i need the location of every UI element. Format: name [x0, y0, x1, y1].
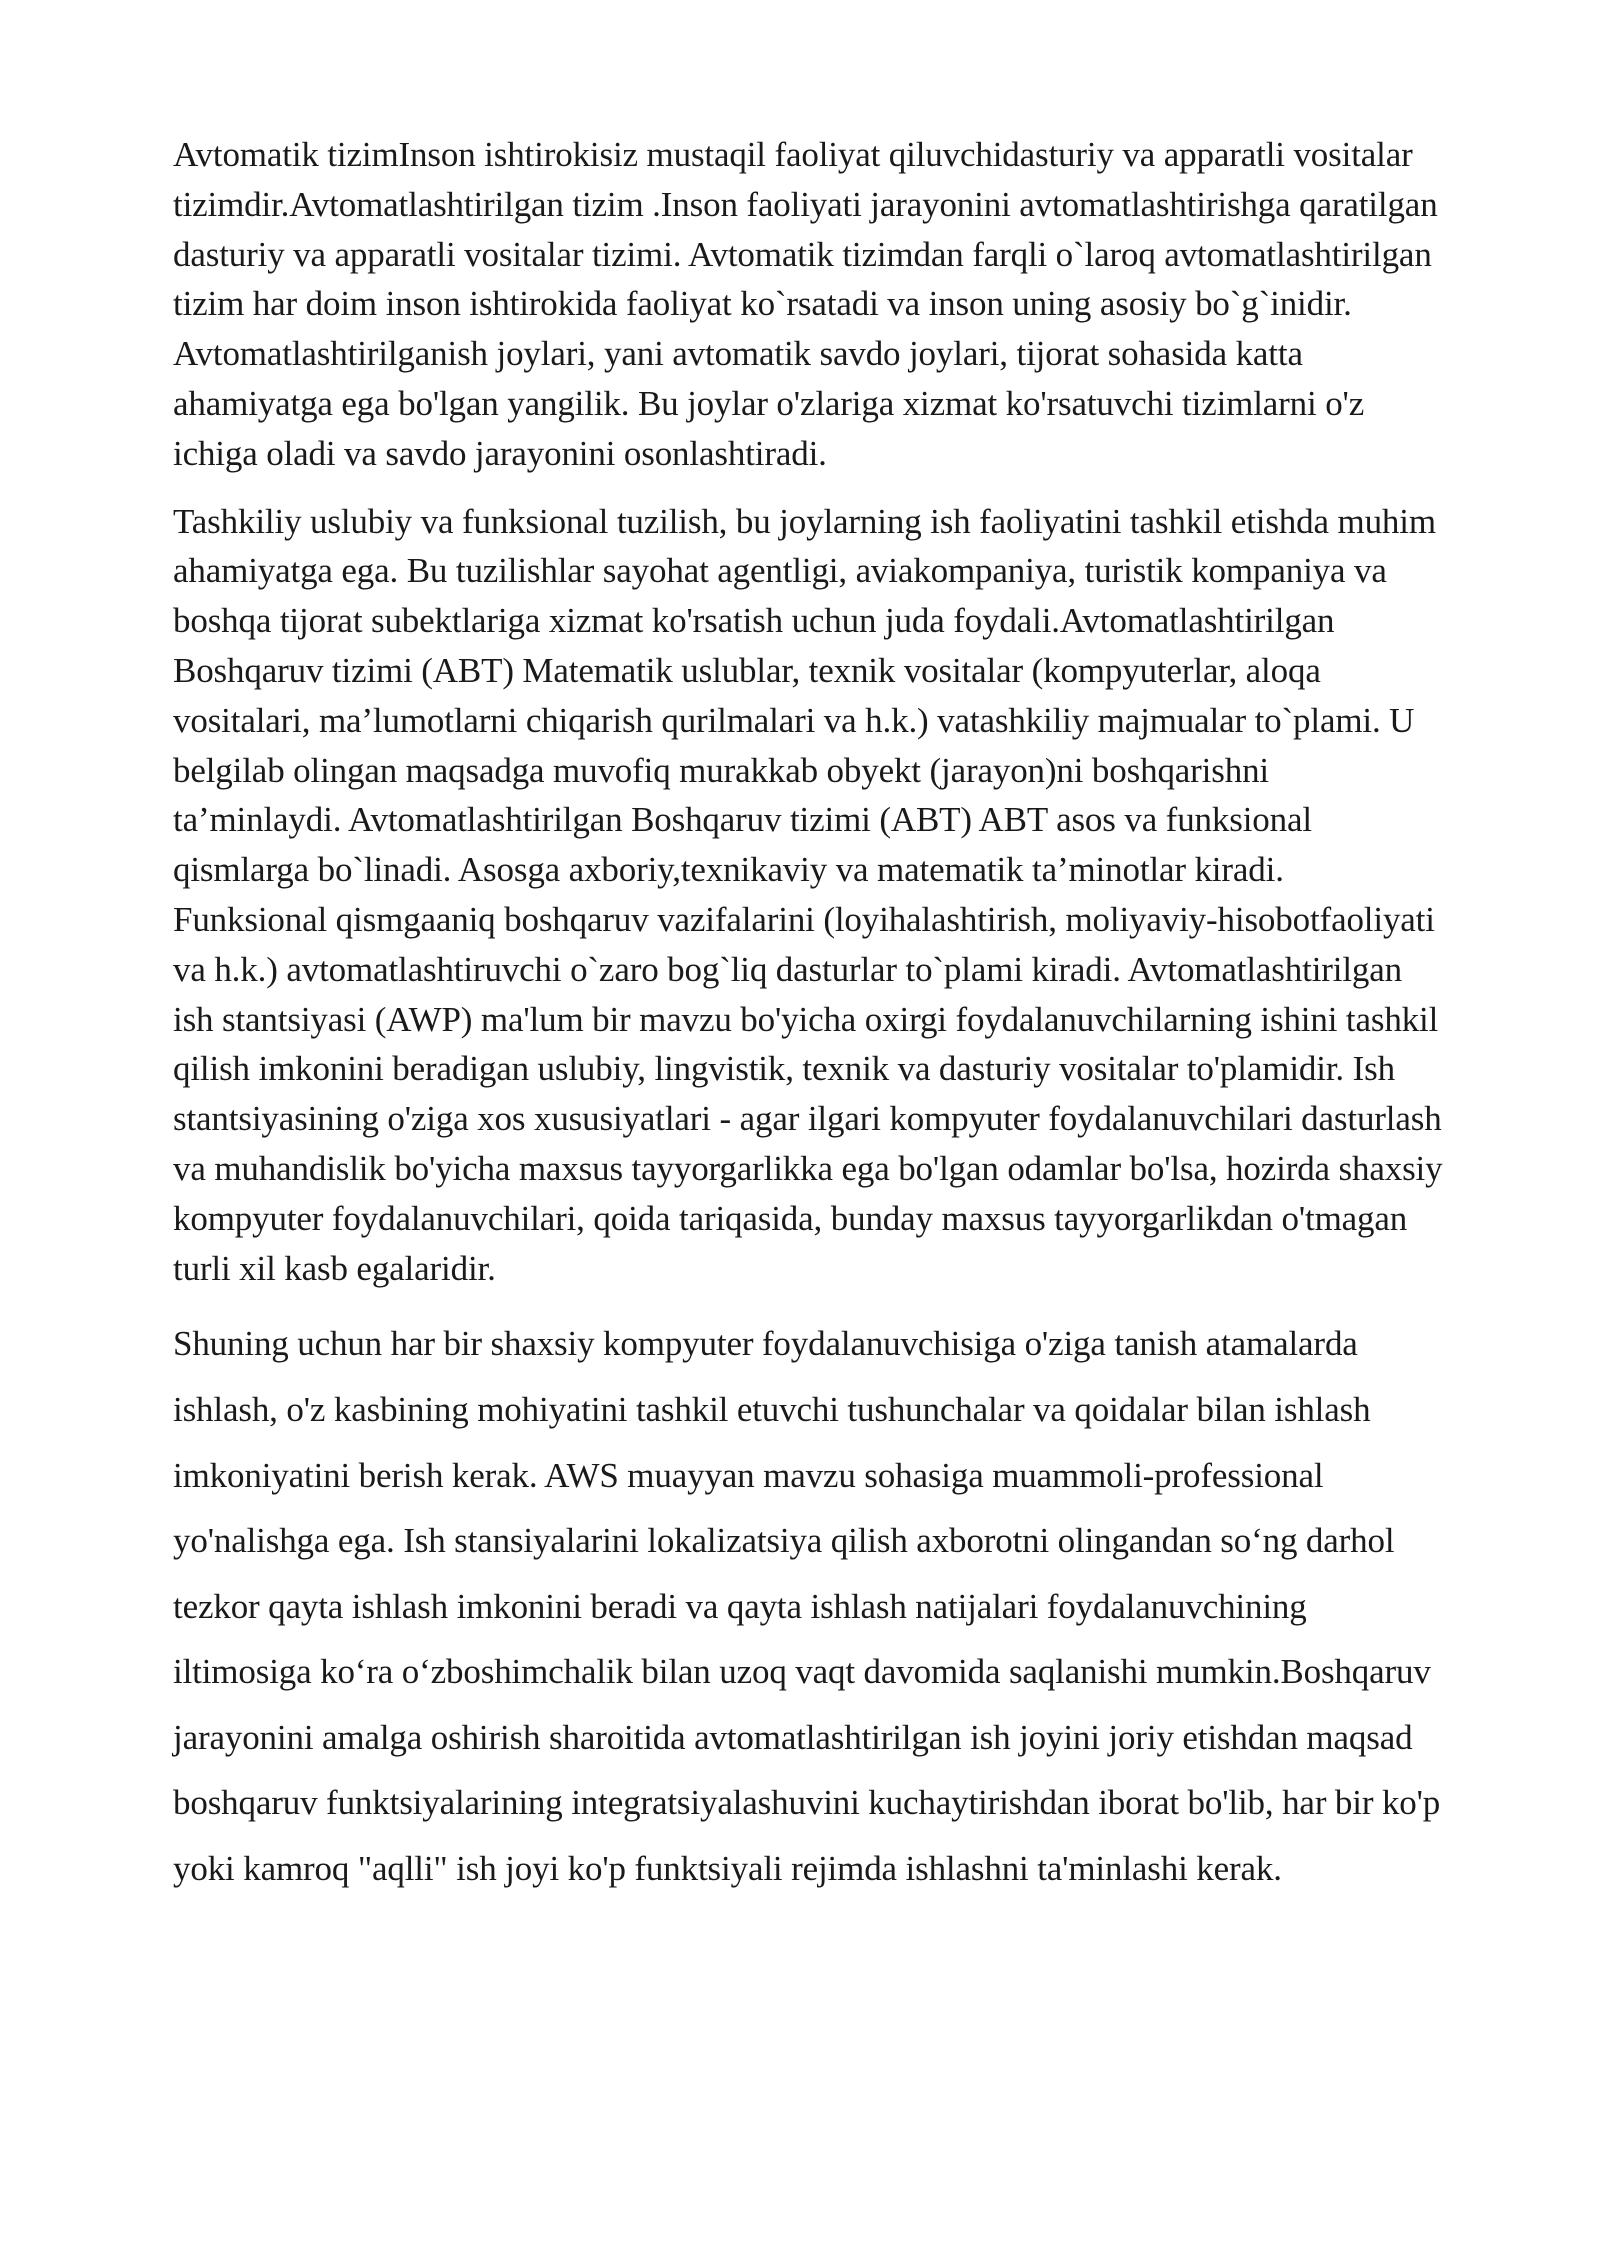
paragraph-1: Avtomatik tizimInson ishtirokisiz mustaqil faoliyat qiluvchidasturiy va apparatli vositalar tizimdir.Avtomatlashtirilgan tizim .Inson faoliyati jarayonini avtomatlashtirishga qaratilgan dasturiy va apparatli vositalar tizimi. Avtomatik tizimdan farqli o`laroq avtomatlashtirilgan tizim har doim inson ishtirokida faoliyat ko`rsatadi va inson uning asosiy bo`g`inidir. Avtomatlashtirilganish joylari, yani avtomatik savdo joylari, tijorat sohasida katta ahamiyatga ega bo'lgan yangilik. Bu joylar o'zlariga xizmat ko'rsatuvchi tizimlarni o'z ichiga oladi va savdo jarayonini osonlashtiradi.	[173, 135, 1438, 473]
document-body	[173, 130, 1443, 1902]
paragraph-3: Shuning uchun har bir shaxsiy kompyuter foydalanuvchisiga o'ziga tanish atamalarda ishlash, o'z kasbining mohiyatini tashkil etuvchi tushunchalar va qoidalar bilan ishlash imkoniyatini berish kerak. AWS muayyan mavzu sohasiga muammoli-professional yo'nalishga ega. Ish stansiyalarini lokalizatsiya qilish axborotni olingandan so‘ng darhol tezkor qayta ishlash imkonini beradi va qayta ishlash natijalari foydalanuvchining iltimosiga ko‘ra o‘zboshimchalik bilan uzoq vaqt davomida saqlanishi mumkin.Boshqaruv jarayonini amalga oshirish sharoitida avtomatlashtirilgan ish joyini joriy etishdan maqsad boshqaruv funktsiyalarining integratsiyalashuvini kuchaytirishdan iborat bo'lib, har bir ko'p yoki kamroq "aqlli" ish joyi ko'p funktsiyali rejimda ishlashni ta'minlashi kerak.	[173, 1324, 1441, 1889]
paragraph-2: Tashkiliy uslubiy va funksional tuzilish, bu joylarning ish faoliyatini tashkil etishda muhim ahamiyatga ega. Bu tuzilishlar sayohat agentligi, aviakompaniya, turistik kompaniya va boshqa tijorat subektlariga xizmat ko'rsatish uchun juda foydali.Avtomatlashtirilgan Boshqaruv tizimi (ABT) Matematik uslublar, texnik vositalar (kompyuterlar, aloqa vositalari, ma’lumotlarni chiqarish qurilmalari va h.k.) vatashkiliy majmualar to`plami. U belgilab olingan maqsadga muvofiq murakkab obyekt (jarayon)ni boshqarishni ta’minlaydi. Avtomatlashtirilgan Boshqaruv tizimi (ABT) ABT asos va funksional qismlarga bo`linadi. Asosga axboriy,texnikaviy va matematik ta’minotlar kiradi. Funksional qismgaaniq boshqaruv vazifalarini (loyihalashtirish, moliyaviy-hisobotfaoliyati va h.k.) avtomatlashtiruvchi o`zaro bog`liq dasturlar to`plami kiradi. Avtomatlashtirilgan ish stantsiyasi (AWP) ma'lum bir mavzu bo'yicha oxirgi foydalanuvchilarning ishini tashkil qilish imkonini beradigan uslubiy, lingvistik, texnik va dasturiy vositalar to'plamidir. Ish stantsiyasining o'ziga xos xususiyatlari - agar ilgari kompyuter foydalanuvchilari dasturlash va muhandislik bo'yicha maxsus tayyorgarlikka ega bo'lgan odamlar bo'lsa, hozirda shaxsiy kompyuter foydalanuvchilari, qoida tariqasida, bunday maxsus tayyorgarlikdan o'tmagan turli xil kasb egalaridir.	[173, 501, 1443, 1288]
